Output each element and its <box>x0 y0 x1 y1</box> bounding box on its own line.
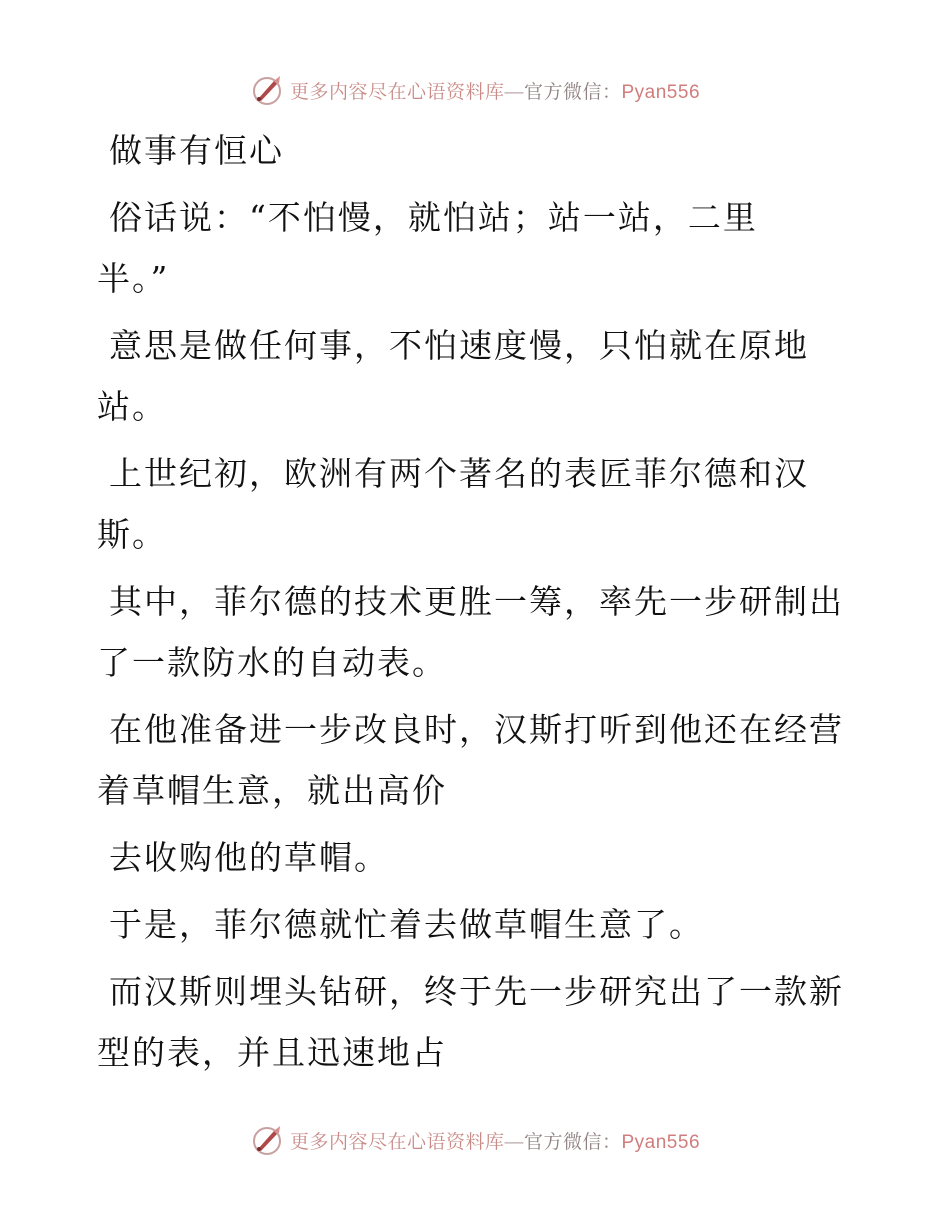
text-line: 站。 <box>97 387 167 426</box>
banner-main-text: 更多内容尽在心语资料库 <box>289 81 505 103</box>
paragraph <box>97 699 844 821</box>
text-line: 而汉斯则埋头钻研，终于先一步研究出了一款新 <box>109 972 844 1011</box>
banner-official-label: 官方微信： <box>523 81 622 103</box>
header-watermark-banner <box>0 70 950 110</box>
text-line: 斯。 <box>97 515 167 554</box>
paragraph <box>97 187 837 309</box>
text-line: 在他准备进一步改良时，汉斯打听到他还在经营 <box>109 710 844 749</box>
text-line: 于是，菲尔德就忙着去做草帽生意了。 <box>109 905 704 944</box>
text-line: 半。” <box>97 259 170 298</box>
banner-wechat-id: Pyan556 <box>621 1131 701 1153</box>
paragraph <box>97 315 837 437</box>
paragraph <box>97 443 837 565</box>
paragraph <box>97 894 837 955</box>
banner-separator: — <box>504 1131 524 1153</box>
text-line: 了一款防水的自动表。 <box>97 643 447 682</box>
paragraph <box>97 961 844 1083</box>
text-line: 型的表，并且迅速地占 <box>97 1033 447 1072</box>
quill-pen-logo-icon <box>250 73 284 107</box>
document-title <box>97 120 837 181</box>
text-line: 去收购他的草帽。 <box>109 838 389 877</box>
banner-wechat-id: Pyan556 <box>621 81 701 103</box>
text-line: 做事有恒心 <box>109 131 284 170</box>
text-line: 上世纪初，欧洲有两个著名的表匠菲尔德和汉 <box>109 454 809 493</box>
text-line: 着草帽生意，就出高价 <box>97 771 447 810</box>
footer-watermark-banner <box>0 1120 950 1160</box>
text-line: 意思是做任何事，不怕速度慢，只怕就在原地 <box>109 326 809 365</box>
text-line: 其中，菲尔德的技术更胜一筹，率先一步研制出 <box>109 582 844 621</box>
banner-official-label: 官方微信： <box>523 1131 622 1153</box>
paragraph <box>97 827 837 888</box>
paragraph <box>97 571 844 693</box>
banner-separator: — <box>504 81 524 103</box>
quill-pen-logo-icon <box>250 1123 284 1157</box>
document-body <box>97 120 844 1089</box>
text-line: 俗话说：“不怕慢，就怕站；站一站，二里 <box>109 198 758 237</box>
banner-main-text: 更多内容尽在心语资料库 <box>289 1131 505 1153</box>
